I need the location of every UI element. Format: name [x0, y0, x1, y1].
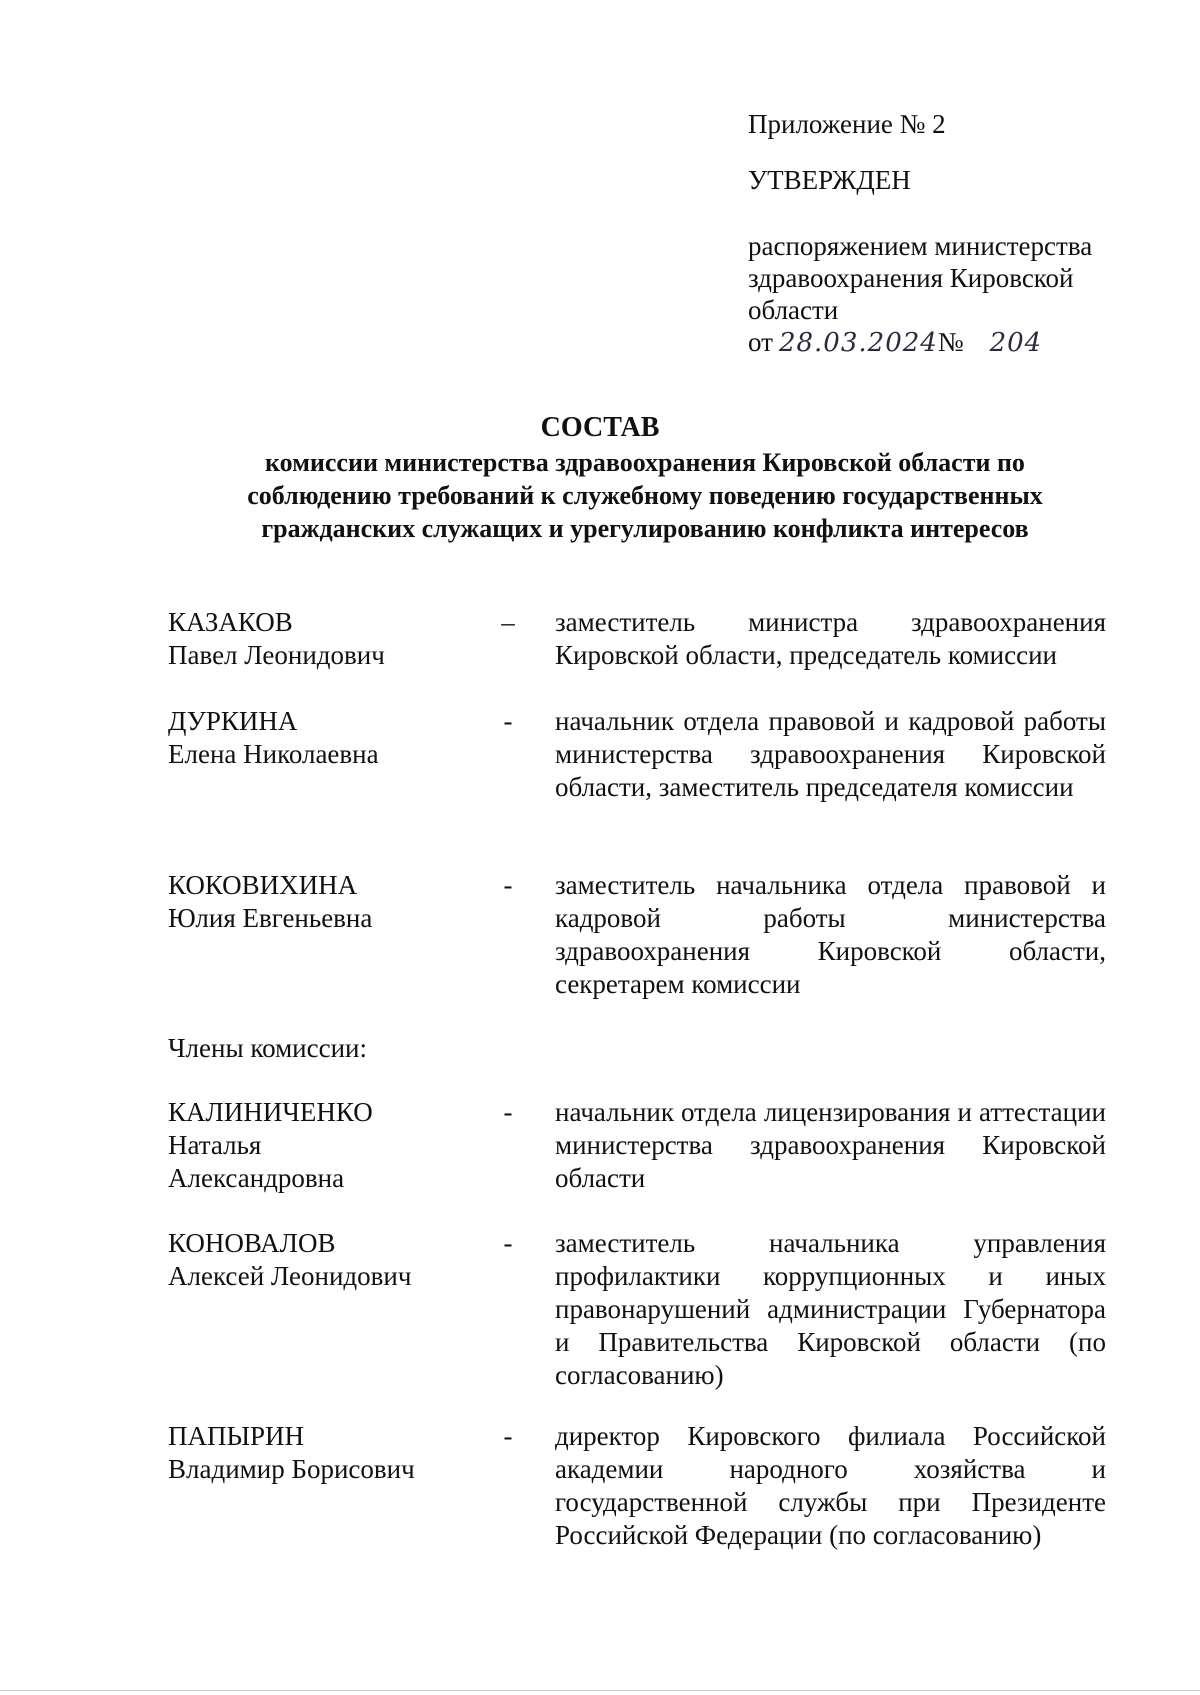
- position-description: заместитель министра здравоохранения Кировской области, председатель комиссии: [555, 607, 1106, 670]
- surname: КАЗАКОВ: [168, 607, 293, 637]
- order-line-2: здравоохранения Кировской: [748, 263, 1074, 293]
- given-name: Юлия Евгеньевна: [168, 903, 373, 933]
- order-line-3: области: [748, 295, 839, 325]
- document-title: СОСТАВ: [540, 412, 660, 443]
- person-name: [168, 869, 468, 935]
- heading-line-2: соблюдению требований к служебному поведению государственных: [247, 481, 1043, 510]
- members-label: Члены комиссии:: [168, 1033, 367, 1063]
- given-name: Владимир Борисович: [168, 1454, 415, 1484]
- dash-separator: -: [503, 706, 513, 736]
- order-line-1: распоряжением министерства: [748, 231, 1093, 261]
- given-name: Павел Леонидович: [168, 640, 385, 670]
- approval-block: [748, 108, 1148, 359]
- scan-edge-line: [0, 1690, 1200, 1691]
- given-name: Наталья: [168, 1130, 262, 1160]
- surname: КОНОВАЛОВ: [168, 1228, 336, 1258]
- person-name: [168, 1227, 468, 1293]
- position-description: начальник отдела правовой и кадровой работы министерства здравоохранения Кировской области, заместитель председателя комиссии: [555, 706, 1106, 802]
- date-prefix: от: [748, 327, 773, 357]
- dash-separator: -: [503, 1097, 513, 1127]
- handwritten-number: 204: [989, 328, 1043, 358]
- given-name: Алексей Леонидович: [168, 1261, 412, 1291]
- surname: КОКОВИХИНА: [168, 870, 358, 900]
- order-date-number: [748, 326, 1148, 359]
- surname: КАЛИНИЧЕНКО: [168, 1097, 373, 1127]
- heading-line-1: комиссии министерства здравоохранения Кировской области по: [265, 448, 1025, 477]
- heading-line-3: гражданских служащих и урегулированию конфликта интересов: [261, 514, 1029, 543]
- position-description: начальник отдела лицензирования и аттестации министерства здравоохранения Кировской области: [555, 1097, 1106, 1193]
- handwritten-date: 28.03.2024: [778, 328, 938, 358]
- approved-stamp-text: УТВЕРЖДЕН: [748, 165, 911, 195]
- number-sign: №: [937, 327, 964, 357]
- dash-separator: –: [501, 607, 515, 637]
- dash-separator: -: [503, 1228, 513, 1258]
- given-name: Елена Николаевна: [168, 739, 379, 769]
- person-name: [168, 1096, 468, 1195]
- position-description: директор Кировского филиала Российской академии народного хозяйства и государственной службы при Президенте Российской Федерации (по согласованию): [555, 1421, 1106, 1550]
- patronymic: Александровна: [168, 1163, 345, 1193]
- appendix-label: Приложение № 2: [748, 109, 946, 139]
- person-name: [168, 606, 468, 672]
- position-description: заместитель начальника управления профилактики коррупционных и иных правонарушений администрации Губернатора и Правительства Кировской области (по согласованию): [555, 1228, 1106, 1390]
- person-name: [168, 1420, 468, 1486]
- position-description: заместитель начальника отдела правовой и кадровой работы министерства здравоохранения Кировской области, секретарем комиссии: [555, 870, 1106, 999]
- surname: ДУРКИНА: [168, 706, 298, 736]
- surname: ПАПЫРИН: [168, 1421, 305, 1451]
- person-name: [168, 705, 468, 771]
- document-heading: [200, 446, 1090, 545]
- dash-separator: -: [503, 1421, 513, 1451]
- dash-separator: -: [503, 870, 513, 900]
